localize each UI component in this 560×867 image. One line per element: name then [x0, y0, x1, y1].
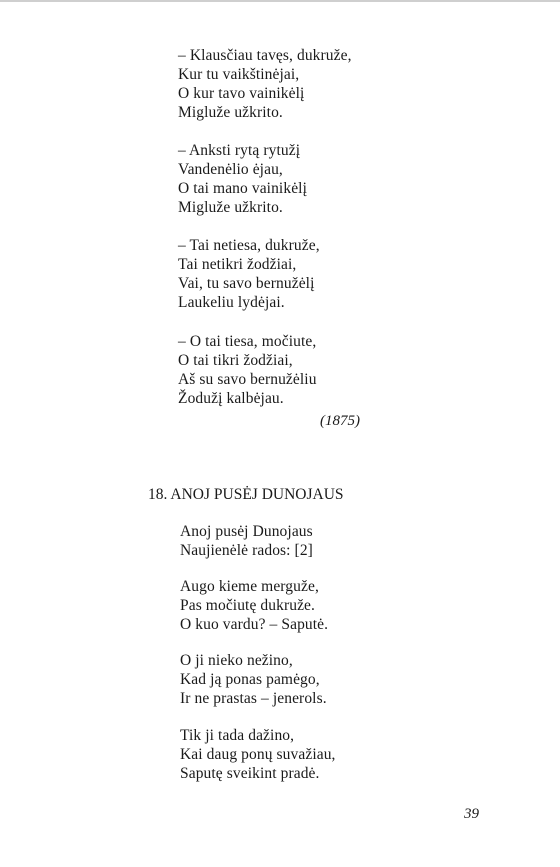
poem-line: O tai tikri žodžiai,	[178, 352, 293, 369]
poem-line: Aš su savo bernužėliu	[178, 371, 317, 388]
poem-line: Kai daug ponų suvažiau,	[180, 746, 336, 763]
poem-line: O ji nieko nežino,	[180, 652, 293, 669]
poem-title: 18. ANOJ PUSĖJ DUNOJAUS	[148, 486, 344, 503]
page-number: 39	[464, 806, 479, 822]
poem-line: Laukeliu lydėjai.	[178, 294, 285, 311]
poem-stanza	[178, 46, 352, 122]
poem-line: – Tai netiesa, dukruže,	[178, 237, 320, 254]
poem-line: Anoj pusėj Dunojaus	[180, 523, 313, 540]
page-top-edge	[0, 0, 560, 2]
poem-line: Tai netikri žodžiai,	[178, 256, 297, 273]
poem-line: Tik ji tada dažino,	[180, 727, 295, 744]
poem-line: – Klausčiau tavęs, dukruže,	[178, 47, 352, 64]
poem-line: Žodužį kalbėjau.	[178, 390, 284, 407]
poem-line: Pas močiutę dukruže.	[180, 597, 316, 614]
poem-stanza	[180, 522, 313, 560]
poem-line: Vandenėlio ėjau,	[178, 161, 283, 178]
poem-line: Ir ne prastas – jenerols.	[180, 690, 327, 707]
poem-line: Saputę sveikint pradė.	[180, 765, 320, 782]
poem-stanza	[180, 577, 328, 634]
poem-line: Kur tu vaikštinėjai,	[178, 66, 300, 83]
poem-line: Augo kieme merguže,	[180, 578, 319, 595]
poem-stanza	[180, 726, 336, 783]
poem-stanza	[180, 651, 327, 708]
poem-stanza	[178, 332, 317, 408]
poem-line: Vai, tu savo bernužėlį	[178, 275, 315, 292]
poem-line: – O tai tiesa, močiute,	[178, 333, 317, 350]
poem-line: – Anksti rytą rytužį	[178, 142, 301, 159]
poem-line: Kad ją ponas pamėgo,	[180, 671, 320, 688]
poem-line: O kuo vardu? – Saputė.	[180, 616, 329, 633]
poem-line: Migluže užkrito.	[178, 199, 283, 216]
poem-line: Naujienėlė rados: [2]	[180, 542, 313, 559]
poem-line: O tai mano vainikėlį	[178, 180, 307, 197]
poem-line: O kur tavo vainikėlį	[178, 85, 305, 102]
poem-stanza	[178, 236, 320, 312]
poem-date: (1875)	[320, 413, 360, 429]
poem-line: Migluže užkrito.	[178, 104, 283, 121]
poem-stanza	[178, 141, 307, 217]
